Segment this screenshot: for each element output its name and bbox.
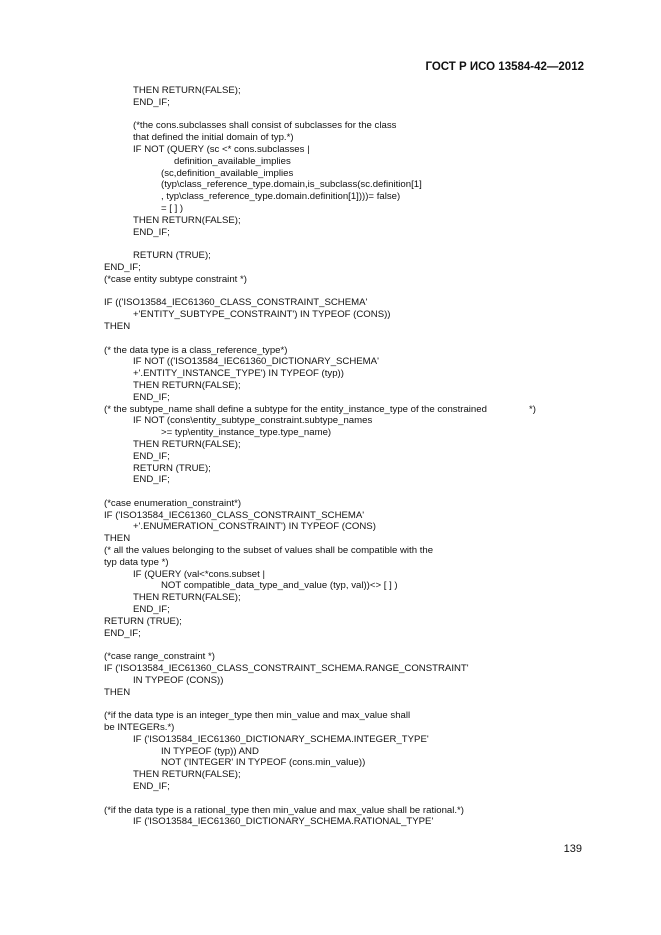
code-line (104, 227, 584, 239)
code-line (104, 580, 584, 592)
code-line-text: , typ\class_reference_type.domain.definition[1])))= false) (161, 191, 401, 203)
code-line (104, 710, 584, 722)
code-line (104, 380, 584, 392)
code-line-text: END_IF; (104, 261, 141, 273)
code-line-text: IF NOT (QUERY (sc <* cons.subclasses | (133, 143, 310, 155)
code-line (104, 156, 584, 168)
code-line-text: that defined the initial domain of typ.*) (133, 132, 294, 144)
code-line (104, 191, 584, 203)
code-line (104, 356, 584, 368)
code-line-text: (*the cons.subclasses shall consist of subclasses for the class (133, 120, 397, 132)
code-line-text: IN TYPEOF (CONS)) (133, 674, 224, 686)
code-line-text: IF ('ISO13584_IEC61360_CLASS_CONSTRAINT_SCHEMA' (104, 509, 365, 521)
code-line (104, 663, 584, 675)
code-line-text: END_IF; (133, 96, 170, 108)
code-line (104, 144, 584, 156)
code-line-text: (* the data type is a class_reference_type*) (104, 344, 288, 356)
code-line (104, 545, 584, 557)
code-line-text: (*if the data type is a rational_type then min_value and max_value shall be rational.*) (104, 804, 464, 816)
blank-line (104, 486, 584, 498)
code-line-text: END_IF; (133, 391, 170, 403)
code-line-text: END_IF; (133, 781, 170, 793)
code-line (104, 734, 584, 746)
code-line (104, 250, 584, 262)
code-line (104, 769, 584, 781)
code-line-text: IN TYPEOF (typ)) AND (161, 745, 259, 757)
code-line (104, 816, 584, 828)
code-line (104, 85, 584, 97)
code-line (104, 97, 584, 109)
code-line-text: IF NOT (cons\entity_subtype_constraint.subtype_names (133, 415, 373, 427)
code-line-text: THEN RETURN(FALSE); (133, 214, 241, 226)
code-line (104, 675, 584, 687)
code-line (104, 463, 584, 475)
code-line (104, 203, 584, 215)
code-line-text: RETURN (TRUE); (133, 250, 211, 262)
code-line-text: (typ\class_reference_type.domain,is_subclass(sc.definition[1] (161, 179, 422, 191)
comment-close: *) (529, 403, 536, 415)
code-line-text: THEN RETURN(FALSE); (133, 592, 241, 604)
code-line (104, 533, 584, 545)
code-line-text: END_IF; (133, 226, 170, 238)
code-line-text: (*case range_constraint *) (104, 651, 215, 663)
code-line-text: = [ ] ) (161, 202, 184, 214)
code-line (104, 628, 584, 640)
code-line-text: (*if the data type is an integer_type then min_value and max_value shall (104, 710, 411, 722)
code-line-text: IF ('ISO13584_IEC61360_DICTIONARY_SCHEMA.RATIONAL_TYPE' (133, 816, 434, 828)
code-line (104, 687, 584, 699)
code-line-text: IF NOT (('ISO13584_IEC61360_DICTIONARY_SCHEMA' (133, 356, 379, 368)
code-line-text: +'ENTITY_SUBTYPE_CONSTRAINT') IN TYPEOF (CONS)) (133, 309, 391, 321)
code-line-text: +'.ENUMERATION_CONSTRAINT') IN TYPEOF (CONS) (133, 521, 376, 533)
code-line-text: THEN (104, 533, 131, 545)
code-line (104, 805, 584, 817)
code-line-text: THEN RETURN(FALSE); (133, 85, 241, 96)
code-line-text: IF (('ISO13584_IEC61360_CLASS_CONSTRAINT_SCHEMA' (104, 297, 368, 309)
code-line (104, 569, 584, 581)
code-line-text: IF (QUERY (val<*cons.subset | (133, 568, 265, 580)
code-line-text: THEN RETURN(FALSE); (133, 379, 241, 391)
code-line (104, 521, 584, 533)
code-line-text: NOT ('INTEGER' IN TYPEOF (cons.min_value)) (161, 757, 366, 769)
blank-line (104, 698, 584, 710)
code-line-text: THEN (104, 686, 131, 698)
code-line-text: be INTEGERs.*) (104, 722, 175, 734)
code-line (104, 415, 584, 427)
code-line-text: (*case enumeration_constraint*) (104, 497, 242, 509)
code-line (104, 498, 584, 510)
code-line-text: IF ('ISO13584_IEC61360_DICTIONARY_SCHEMA.INTEGER_TYPE' (133, 733, 429, 745)
blank-line (104, 109, 584, 121)
code-line (104, 439, 584, 451)
code-line (104, 510, 584, 522)
blank-line (104, 238, 584, 250)
code-line-text: RETURN (TRUE); (133, 462, 211, 474)
code-line (104, 321, 584, 333)
code-line (104, 757, 584, 769)
code-line (104, 262, 584, 274)
code-line (104, 474, 584, 486)
code-line-text: NOT compatible_data_type_and_value (typ, val))<> [ ] ) (161, 580, 398, 592)
code-line-text: (* all the values belonging to the subset of values shall be compatible with the (104, 545, 434, 557)
code-line (104, 604, 584, 616)
blank-line (104, 639, 584, 651)
code-line (104, 297, 584, 309)
code-line (104, 274, 584, 286)
code-line-text: (*case entity subtype constraint *) (104, 273, 247, 285)
code-line-text: THEN RETURN(FALSE); (133, 438, 241, 450)
code-line (104, 168, 584, 180)
code-line (104, 392, 584, 404)
blank-line (104, 286, 584, 298)
code-line (104, 427, 584, 439)
code-listing (104, 85, 584, 828)
code-line-text: >= typ\entity_instance_type.type_name) (161, 427, 332, 439)
code-line-text: END_IF; (104, 627, 141, 639)
blank-line (104, 793, 584, 805)
code-line-text: THEN RETURN(FALSE); (133, 769, 241, 781)
code-line-text: END_IF; (133, 604, 170, 616)
code-line (104, 368, 584, 380)
code-line (104, 746, 584, 758)
code-line-text: RETURN (TRUE); (104, 615, 182, 627)
code-line-text: IF ('ISO13584_IEC61360_CLASS_CONSTRAINT_SCHEMA.RANGE_CONSTRAINT' (104, 663, 469, 675)
code-line (104, 132, 584, 144)
code-line-text: typ data type *) (104, 556, 169, 568)
page-number: 139 (563, 843, 582, 855)
code-line (104, 215, 584, 227)
blank-line (104, 333, 584, 345)
code-line (104, 722, 584, 734)
code-line-text: END_IF; (133, 450, 170, 462)
code-line-text: (sc,definition_available_implies (161, 167, 294, 179)
code-line (104, 120, 584, 132)
code-line-text: END_IF; (133, 474, 170, 486)
code-line (104, 557, 584, 569)
code-line-text: +'.ENTITY_INSTANCE_TYPE') IN TYPEOF (typ)) (133, 368, 344, 380)
code-line (104, 451, 584, 463)
code-line (104, 651, 584, 663)
code-line (104, 592, 584, 604)
code-line (104, 404, 584, 416)
code-line-text: (* the subtype_name shall define a subtype for the entity_instance_type of the constrained (104, 403, 487, 415)
code-line-text: THEN (104, 320, 131, 332)
code-line (104, 345, 584, 357)
code-line (104, 781, 584, 793)
code-line-text: definition_available_implies (174, 155, 291, 167)
document-header: ГОСТ Р ИСО 13584-42—2012 (425, 61, 584, 73)
code-line (104, 179, 584, 191)
code-line (104, 616, 584, 628)
code-line (104, 309, 584, 321)
